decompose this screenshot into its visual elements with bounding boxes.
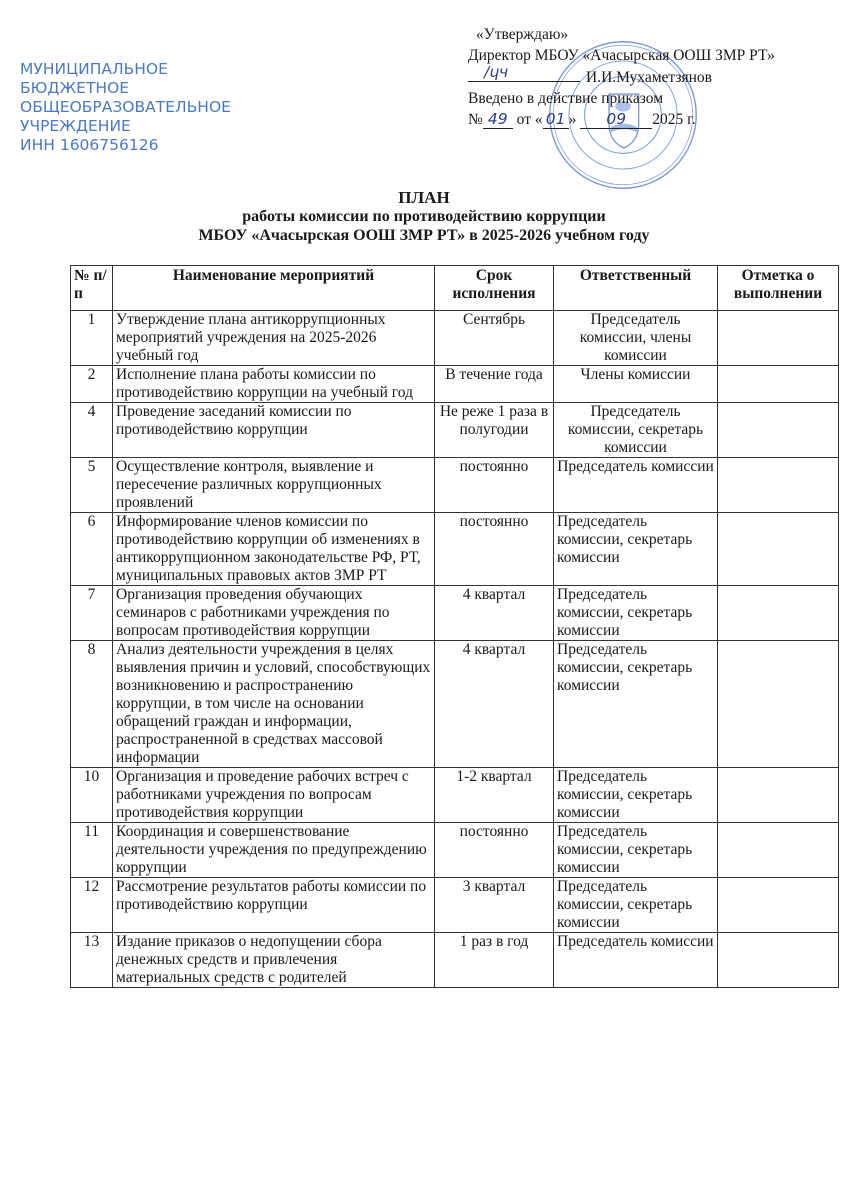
cell-num: 10: [71, 768, 113, 823]
order-line: [468, 109, 840, 130]
cell-responsible: Члены комиссии: [554, 366, 718, 403]
cell-name: Издание приказов о недопущении сбора денежных средств и привлечения материальных средств с родителей: [113, 933, 435, 988]
cell-mark[interactable]: [718, 403, 839, 458]
approval-heading: «Утверждаю»: [476, 26, 569, 43]
cell-num: 5: [71, 458, 113, 513]
header-num: № п/п: [71, 266, 113, 311]
table-row: [71, 311, 839, 366]
cell-deadline: 4 квартал: [435, 586, 554, 641]
cell-num: 8: [71, 641, 113, 768]
table-row: [71, 403, 839, 458]
cell-name: Осуществление контроля, выявление и пересечение различных коррупционных проявлений: [113, 458, 435, 513]
cell-mark[interactable]: [718, 641, 839, 768]
cell-responsible: Председатель комиссии, секретарь комиссии: [554, 586, 718, 641]
cell-deadline: постоянно: [435, 458, 554, 513]
header-mark: Отметка о выполнении: [718, 266, 839, 311]
table-row: [71, 768, 839, 823]
order-quote-close: »: [568, 111, 577, 128]
signature-line: [468, 63, 840, 88]
table-row: [71, 586, 839, 641]
document-title: [0, 188, 848, 245]
cell-name: Организация проведения обучающих семинаров с работниками учреждения по вопросам противодействия коррупции: [113, 586, 435, 641]
table-row: [71, 823, 839, 878]
order-intro: Введено в действие приказом: [468, 90, 664, 107]
cell-deadline: Сентябрь: [435, 311, 554, 366]
cell-name: Утверждение плана антикоррупционных мероприятий учреждения на 2025-2026 учебный год: [113, 311, 435, 366]
table-row: [71, 641, 839, 768]
stamp-outer-text: МУНИЦИПАЛЬНОЕ БЮДЖЕТНОЕ ОБЩЕОБРАЗОВАТЕЛЬНОЕ УЧРЕЖДЕНИЕ: [20, 60, 231, 135]
cell-deadline: 4 квартал: [435, 641, 554, 768]
signature-mark: /ɥч: [484, 63, 509, 81]
cell-responsible: Председатель комиссии, секретарь комиссии: [554, 403, 718, 458]
cell-num: 2: [71, 366, 113, 403]
order-month: 09: [580, 111, 652, 129]
header-responsible: Ответственный: [554, 266, 718, 311]
table-header-row: [71, 266, 839, 311]
cell-deadline: Не реже 1 раза в полугодии: [435, 403, 554, 458]
cell-name: Рассмотрение результатов работы комиссии по противодействию коррупции: [113, 878, 435, 933]
cell-deadline: 3 квартал: [435, 878, 554, 933]
cell-mark[interactable]: [718, 768, 839, 823]
title-subtitle-2: МБОУ «Ачасырская ООШ ЗМР РТ» в 2025-2026 учебном году: [198, 227, 650, 244]
cell-num: 6: [71, 513, 113, 586]
cell-name: Организация и проведение рабочих встреч с работниками учреждения по вопросам противодействия коррупции: [113, 768, 435, 823]
cell-name: Проведение заседаний комиссии по противодействию коррупции: [113, 403, 435, 458]
approval-block: [468, 24, 840, 130]
cell-responsible: Председатель комиссии, секретарь комиссии: [554, 641, 718, 768]
cell-deadline: постоянно: [435, 823, 554, 878]
director-title: Директор МБОУ «Ачасырская ООШ ЗМР РТ»: [468, 47, 775, 64]
header-deadline: Срок исполнения: [435, 266, 554, 311]
cell-name: Анализ деятельности учреждения в целях выявления причин и условий, способствующих возникновению и распространению коррупции, в том числе на основании обращений граждан и информации, распространенной в средствах массовой информации: [113, 641, 435, 768]
cell-num: 4: [71, 403, 113, 458]
order-year: 2025 г.: [652, 111, 696, 128]
title-plan: ПЛАН: [398, 188, 450, 207]
cell-mark[interactable]: [718, 513, 839, 586]
order-number: 49: [483, 111, 513, 129]
cell-responsible: Председатель комиссии, члены комиссии: [554, 311, 718, 366]
order-prefix: №: [468, 111, 483, 128]
cell-responsible: Председатель комиссии: [554, 933, 718, 988]
header-name: Наименование мероприятий: [113, 266, 435, 311]
table-row: [71, 458, 839, 513]
cell-num: 7: [71, 586, 113, 641]
plan-table: [70, 265, 839, 988]
director-name: И.И.Мухаметзянов: [586, 69, 712, 86]
cell-mark[interactable]: [718, 586, 839, 641]
cell-mark[interactable]: [718, 458, 839, 513]
title-subtitle-1: работы комиссии по противодействию коррупции: [242, 208, 606, 225]
order-from: от «: [516, 111, 543, 128]
cell-num: 1: [71, 311, 113, 366]
cell-responsible: Председатель комиссии, секретарь комиссии: [554, 513, 718, 586]
cell-deadline: постоянно: [435, 513, 554, 586]
cell-mark[interactable]: [718, 878, 839, 933]
cell-name: Информирование членов комиссии по противодействию коррупции об изменениях в антикоррупционном законодательстве РФ, РТ, муниципальных правовых актов ЗМР РТ: [113, 513, 435, 586]
table-row: [71, 513, 839, 586]
cell-mark[interactable]: [718, 933, 839, 988]
table-row: [71, 366, 839, 403]
cell-deadline: 1-2 квартал: [435, 768, 554, 823]
stamp-inner-text: ИНН 1606756126: [20, 136, 159, 154]
cell-responsible: Председатель комиссии: [554, 458, 718, 513]
cell-responsible: Председатель комиссии, секретарь комиссии: [554, 768, 718, 823]
signature-field: [468, 63, 580, 82]
cell-deadline: В течение года: [435, 366, 554, 403]
cell-mark[interactable]: [718, 311, 839, 366]
cell-num: 11: [71, 823, 113, 878]
cell-mark[interactable]: [718, 366, 839, 403]
cell-name: Исполнение плана работы комиссии по противодействию коррупции на учебный год: [113, 366, 435, 403]
cell-responsible: Председатель комиссии, секретарь комиссии: [554, 878, 718, 933]
cell-responsible: Председатель комиссии, секретарь комиссии: [554, 823, 718, 878]
order-day: 01: [543, 111, 569, 129]
cell-num: 12: [71, 878, 113, 933]
table-row: [71, 933, 839, 988]
cell-mark[interactable]: [718, 823, 839, 878]
table-row: [71, 878, 839, 933]
stamp-caption: [20, 60, 231, 155]
cell-deadline: 1 раз в год: [435, 933, 554, 988]
cell-num: 13: [71, 933, 113, 988]
cell-name: Координация и совершенствование деятельности учреждения по предупреждению коррупции: [113, 823, 435, 878]
